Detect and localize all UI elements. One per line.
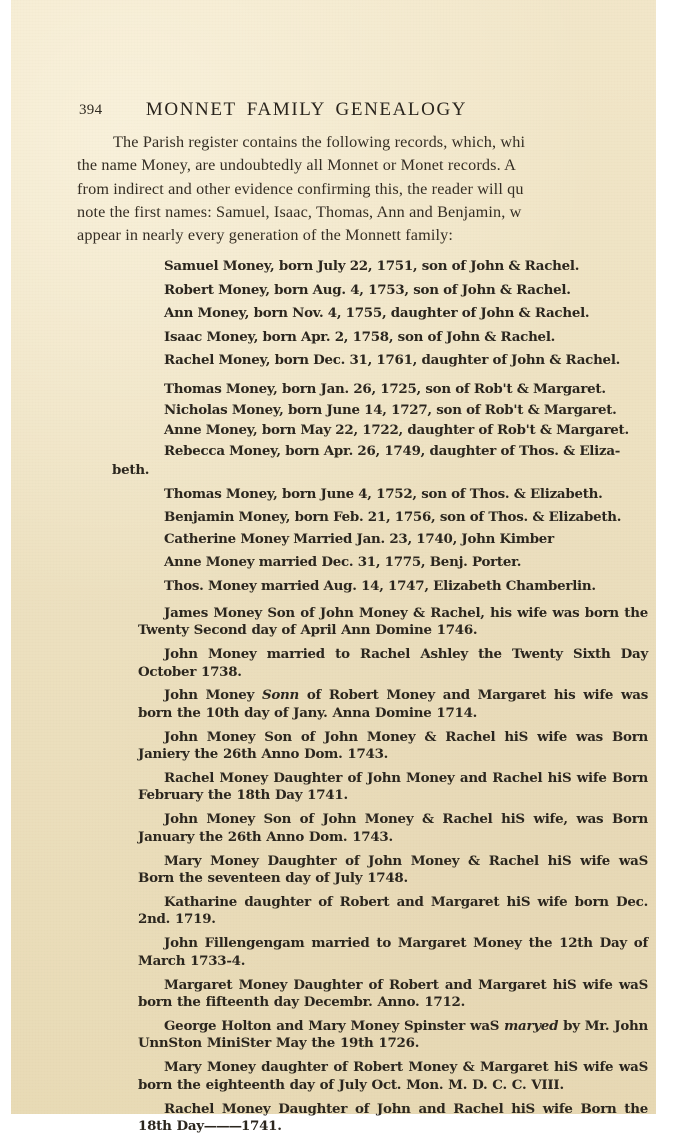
record-line: the Twenty Second day of April Ann Domine 1746. [138, 604, 648, 639]
record-entry [138, 853, 648, 888]
long-dash: ——— [203, 1117, 241, 1134]
record-entry [138, 1101, 648, 1135]
record-italic-word: maryed [504, 1017, 559, 1034]
record-entry: Isaac Money, born Apr. 2, 1758, son of John & Rachel. [164, 328, 556, 345]
record-line: of Robert Money and Margaret his wife was [299, 687, 648, 704]
record-line: Born the seventeen day of July 1748. [138, 870, 408, 887]
record-entry: Catherine Money Married Jan. 23, 1740, John Kimber [164, 530, 554, 547]
record-line: James Money Son of John Money & Rachel, his wife was born [164, 604, 619, 621]
record-entry [138, 977, 648, 1012]
record-line: Mary Money daughter of Robert Money & Margaret hiS wife [164, 1059, 614, 1076]
record-line: Mary Money Daughter of John Money & Rachel hiS wife waS [164, 852, 648, 869]
record-line: 1741. [240, 1117, 282, 1134]
record-entry: Anne Money married Dec. 31, 1775, Benj. Porter. [164, 554, 522, 571]
record-line: January the 26th Anno Dom. 1743. [138, 828, 393, 845]
record-line: Janiery the 26th Anno Dom. 1743. [138, 746, 389, 763]
record-entry [138, 811, 648, 846]
intro-line: The Parish register contains the following records, which, whi [113, 133, 526, 151]
record-line: October 1738. [138, 663, 242, 680]
record-line: born the 10th day of Jany. Anna Domine 1714. [138, 704, 478, 721]
record-line: 18th Day [138, 1117, 204, 1134]
record-line: March 1733-4. [138, 952, 246, 969]
record-entry: Thos. Money married Aug. 14, 1747, Elizabeth Chamberlin. [164, 577, 596, 594]
intro-line: note the first names: Samuel, Isaac, Thomas, Ann and Benjamin, w [77, 202, 522, 221]
record-line: Born February the 18th Day 1741. [138, 770, 648, 804]
record-line: John Money [164, 687, 262, 704]
record-entry: Anne Money, born May 22, 1722, daughter of Rob't & Margaret. [164, 422, 629, 439]
record-entry [138, 894, 648, 929]
record-line: Rachel Money Daughter of John and Rachel hiS wife Born the [164, 1100, 648, 1117]
book-page [11, 0, 656, 1134]
record-italic-word: Sonn [261, 687, 300, 704]
record-line: by Mr. [558, 1017, 610, 1034]
running-head-title: MONNET FAMILY GENEALOGY [145, 99, 468, 120]
record-entry: Nicholas Money, born June 14, 1727, son of Rob't & Margaret. [164, 401, 617, 418]
record-line: Rachel Money Daughter of John Money and Rachel hiS wife [164, 770, 607, 787]
record-entry [138, 770, 648, 805]
record-entry: Thomas Money, born June 4, 1752, son of Thos. & Elizabeth. [164, 486, 603, 503]
record-entry: Ann Money, born Nov. 4, 1755, daughter of John & Rachel. [164, 305, 590, 322]
record-entry [138, 646, 648, 681]
record-line: waS born the eighteenth day of July Oct. Mon. M. D. C. C. VIII. [138, 1059, 648, 1093]
register-records-list [112, 255, 648, 1135]
intro-line: appear in nearly every generation of the Monnett family: [77, 226, 454, 245]
record-line: John Money Son of John Money & Rachel hiS wife was Born [164, 728, 648, 745]
record-entry: Robert Money, born Aug. 4, 1753, son of John & Rachel. [164, 281, 571, 298]
record-entry [138, 1059, 648, 1094]
record-entry [138, 605, 648, 640]
intro-paragraph [77, 131, 689, 247]
record-line: Dec. 2nd. 1719. [138, 894, 648, 928]
record-line: John Money married to Rachel Ashley the Twenty Sixth Day [164, 646, 648, 663]
record-entry: Rebecca Money, born Apr. 26, 1749, daughter of Thos. & Eliza- [164, 442, 621, 459]
page-number: 394 [79, 102, 103, 118]
record-entry [138, 729, 648, 764]
intro-line: the name Money, are undoubtedly all Monnet or Monet records. A [77, 156, 516, 175]
record-entry: Thomas Money, born Jan. 26, 1725, son of Rob't & Margaret. [164, 380, 606, 397]
record-entry: Benjamin Money, born Feb. 21, 1756, son of Thos. & Elizabeth. [164, 508, 622, 525]
intro-line: from indirect and other evidence confirming this, the reader will qu [77, 179, 524, 198]
record-line: George Holton and Mary Money Spinster waS [164, 1017, 505, 1034]
record-entry-continuation: beth. [112, 462, 150, 479]
record-line: Margaret Money Daughter of Robert and Margaret hiS wife [164, 976, 613, 993]
record-entry: Samuel Money, born July 22, 1751, son of John & Rachel. [164, 258, 580, 274]
record-entry [138, 687, 648, 722]
record-entry [138, 935, 648, 970]
record-line: waS born the fifteenth day Decembr. Anno. 1712. [138, 976, 648, 1011]
record-entry [138, 1018, 648, 1053]
record-line: Katharine daughter of Robert and Margaret hiS wife born [164, 894, 609, 910]
record-line: John UnnSton MiniSter May the 19th 1726. [138, 1017, 648, 1052]
record-line: John Money Son of John Money & Rachel hiS wife, was Born [164, 811, 648, 828]
record-entry: Rachel Money, born Dec. 31, 1761, daughter of John & Rachel. [164, 352, 621, 369]
record-line: John Fillengengam married to Margaret Money the 12th Day of [164, 935, 648, 952]
